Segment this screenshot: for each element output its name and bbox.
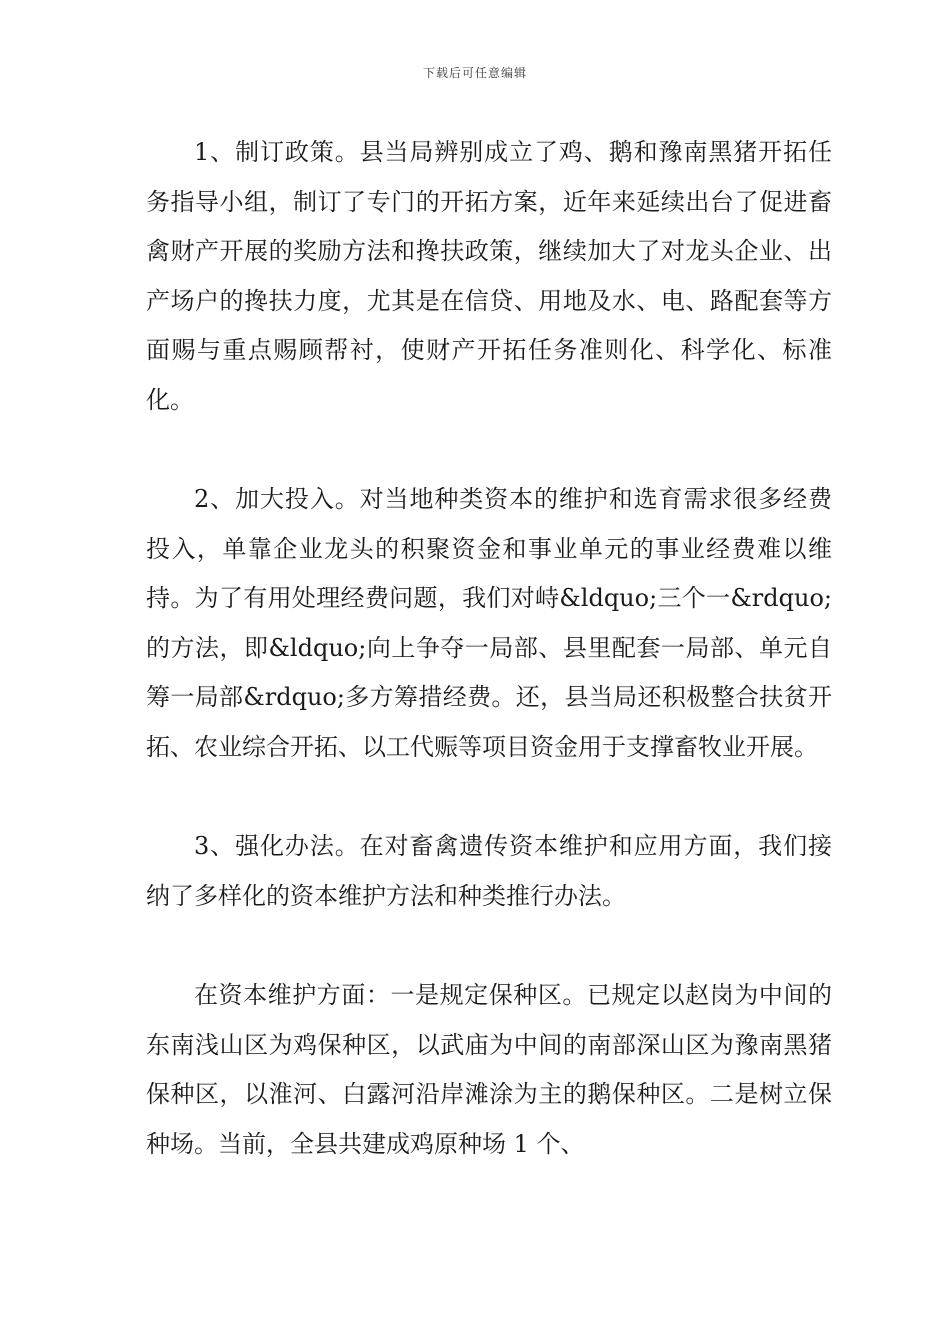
paragraph-measures: 3、强化办法。在对畜禽遗传资本维护和应用方面，我们接纳了多样化的资本维护方法和种类推行办法。: [146, 832, 832, 910]
paragraph-resource-protection: 在资本维护方面：一是规定保种区。已规定以赵岗为中间的东南浅山区为鸡保种区，以武庙为中间的南部深山区为豫南黑猪保种区，以淮河、白露河沿岸滩涂为主的鹅保种区。二是树立保种场。当前，全县共建成鸡原种场 1 个、: [146, 981, 832, 1158]
document-body: [146, 128, 832, 1169]
paragraph-policy: 1、制订政策。县当局辨别成立了鸡、鹅和豫南黑猪开拓任务指导小组，制订了专门的开拓方案，近年来延续出台了促进畜禽财产开展的奖励方法和搀扶政策，继续加大了对龙头企业、出产场户的搀扶力度，尤其是在信贷、用地及水、电、路配套等方面赐与重点赐顾帮衬，使财产开拓任务准则化、科学化、标准化。: [146, 138, 832, 414]
paragraph-investment: 2、加大投入。对当地种类资本的维护和选育需求很多经费投入，单靠企业龙头的积聚资金和事业单元的事业经费难以维持。为了有用处理经费问题，我们对峙&ldquo;三个一&rdquo;的方法，即&ldquo;向上争夺一局部、县里配套一局部、单元自筹一局部&rdquo;多方筹措经费。还，县当局还积极整合扶贫开拓、农业综合开拓、以工代赈等项目资金用于支撑畜牧业开展。: [146, 485, 832, 761]
page-header: 下载后可任意编辑: [422, 66, 527, 80]
